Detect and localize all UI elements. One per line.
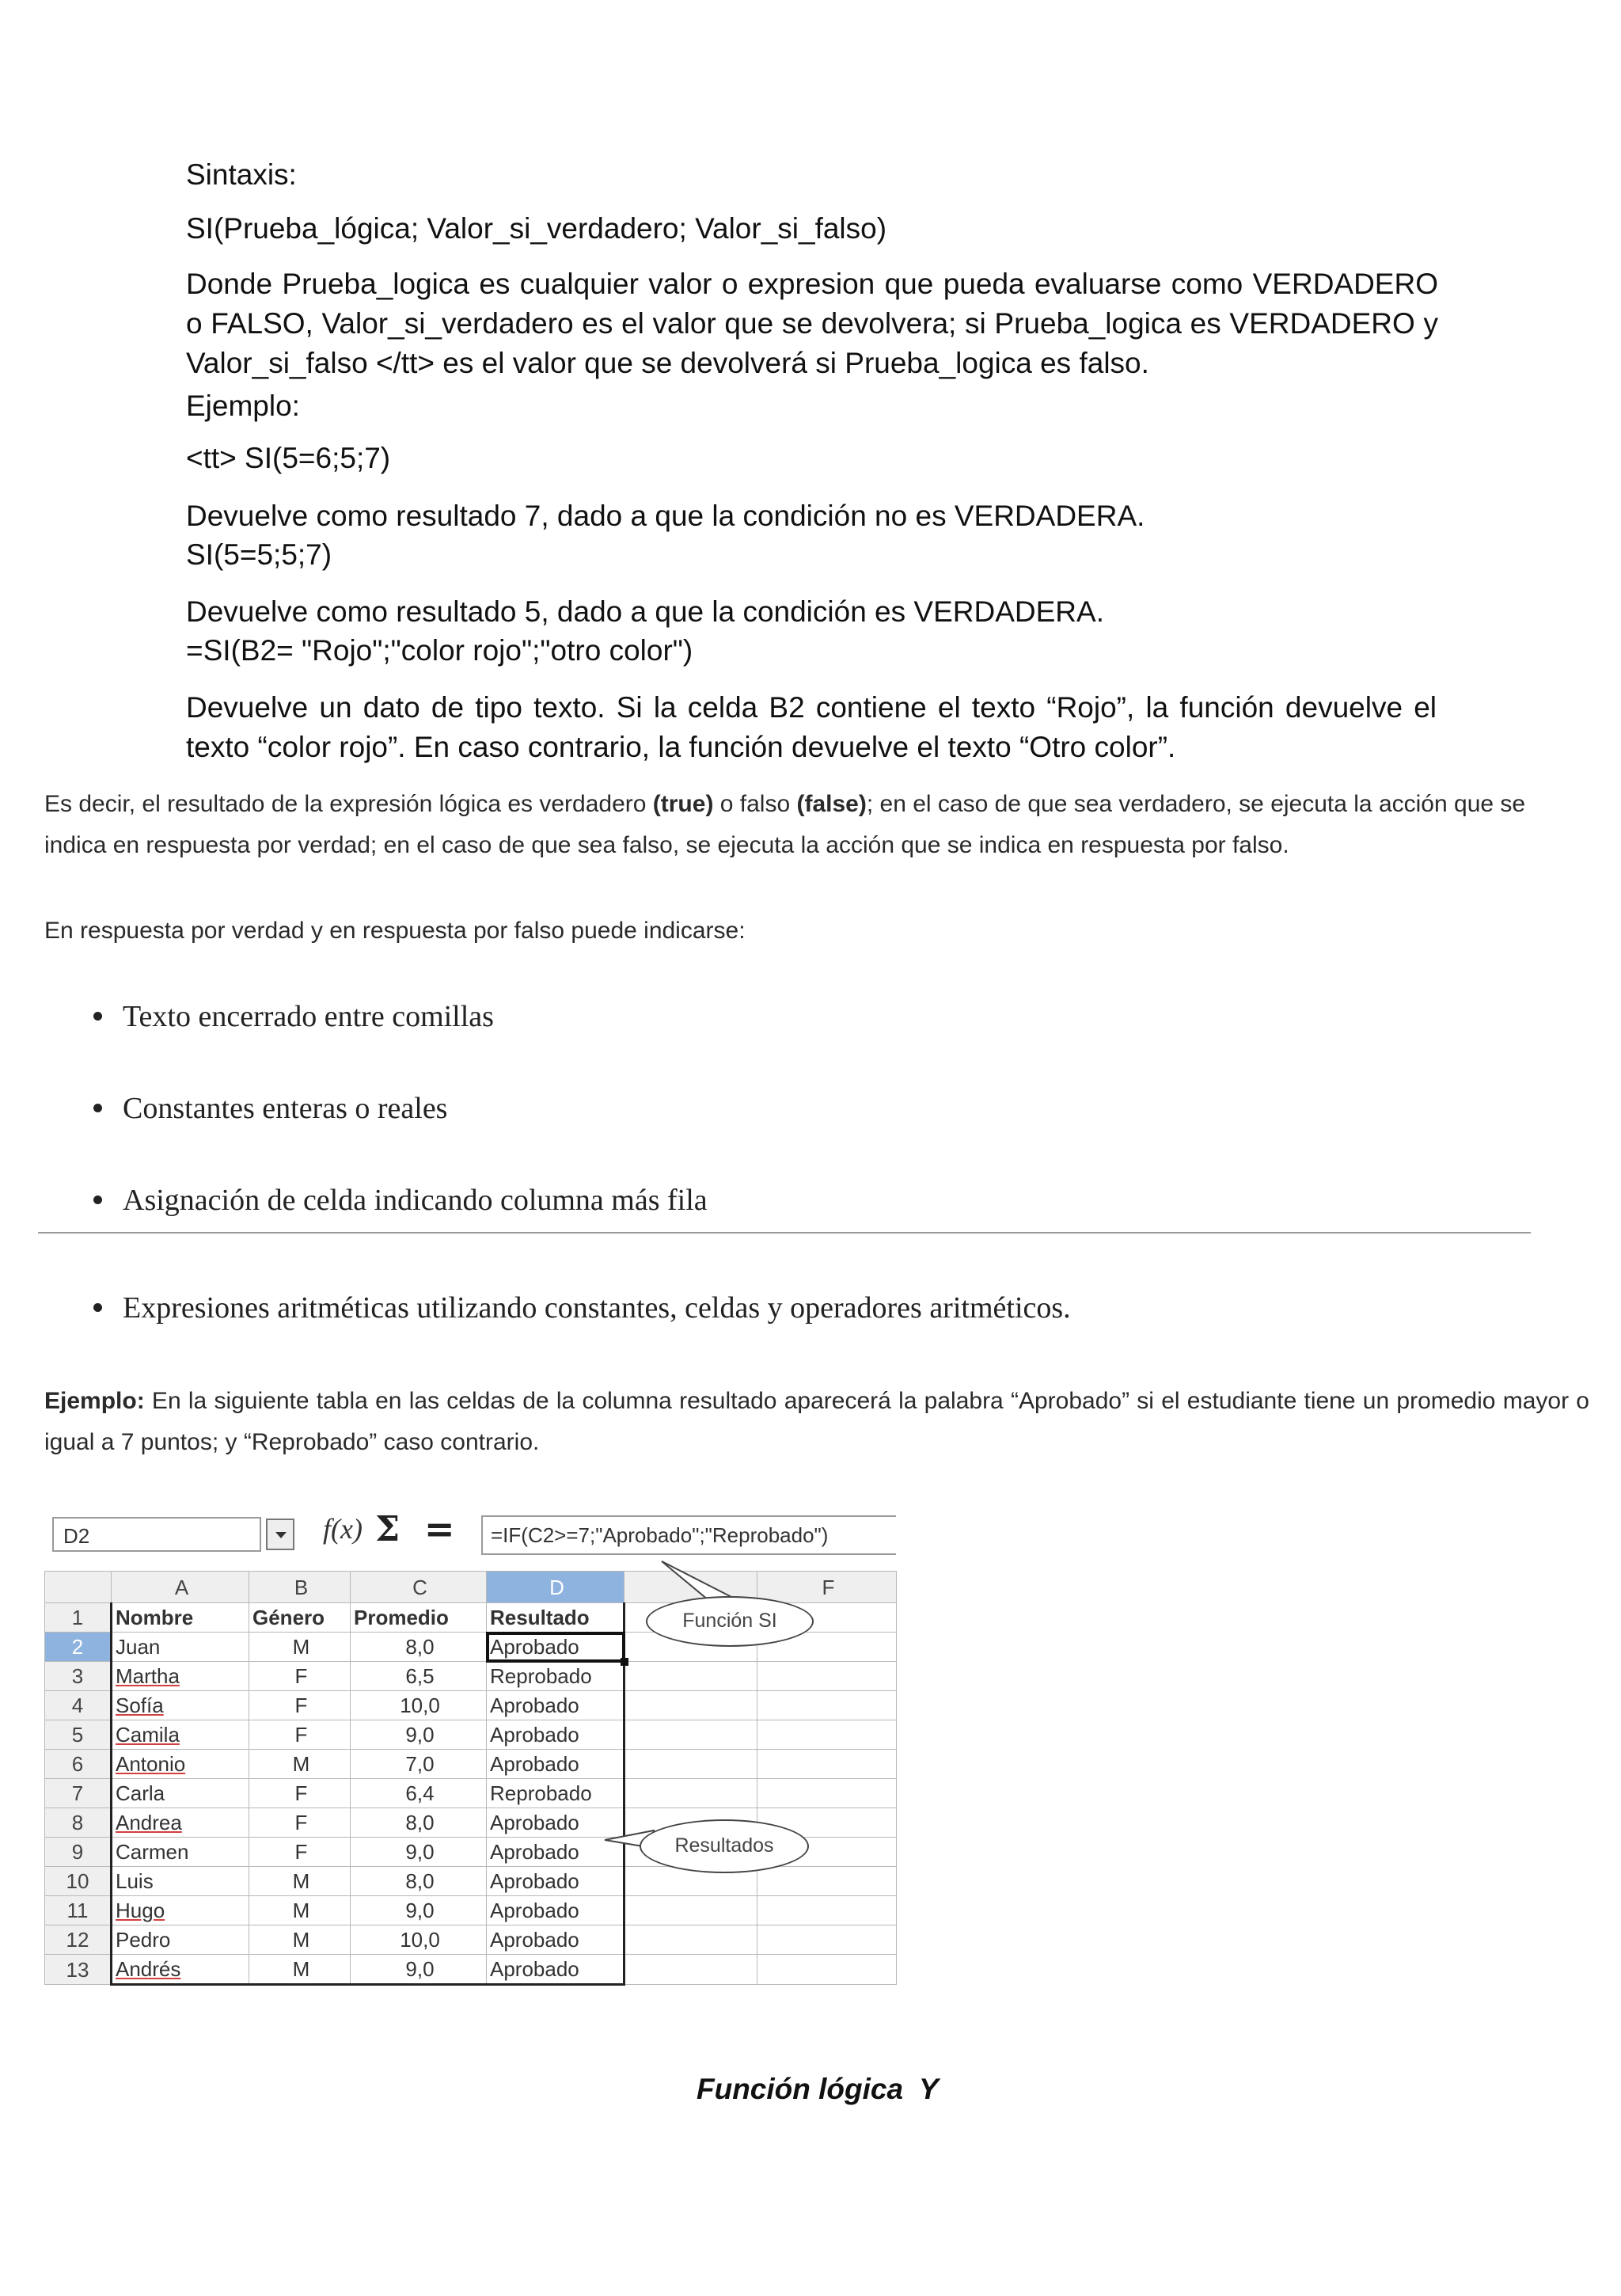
cell-nombre[interactable]: Sofía	[112, 1691, 249, 1720]
header-genero[interactable]: Género	[249, 1603, 351, 1633]
cell-promedio[interactable]: 7,0	[351, 1750, 487, 1779]
column-header-c[interactable]: C	[351, 1572, 487, 1603]
column-header-a[interactable]: A	[112, 1572, 249, 1603]
logic-explanation-paragraph	[44, 784, 1532, 866]
row-number[interactable]: 11	[45, 1896, 112, 1925]
cell-genero[interactable]: M	[249, 1633, 351, 1662]
row-number[interactable]: 7	[45, 1779, 112, 1808]
syntax-description: Donde Prueba_logica es cualquier valor o expresion que pueda evaluarse como VERDADERO o FALSO, Valor_si_verdadero es el valor que se devolvera; si Prueba_logica es VERDADERO y Valor_si_falso </tt> es el valor que se devolverá si Prueba_logica es falso.	[186, 268, 1438, 379]
cell-promedio[interactable]: 6,5	[351, 1662, 487, 1691]
cell-promedio[interactable]: 8,0	[351, 1867, 487, 1896]
formula-input[interactable]: =IF(C2>=7;"Aprobado";"Reprobado")	[481, 1515, 896, 1555]
row-number[interactable]: 1	[45, 1603, 112, 1633]
syntax-label: Sintaxis:	[186, 158, 297, 191]
bullet-dot-icon	[93, 1012, 102, 1021]
example-label: Ejemplo:	[186, 390, 300, 422]
row-number[interactable]: 2	[45, 1633, 112, 1662]
cell-promedio[interactable]: 9,0	[351, 1896, 487, 1925]
section-heading-funcion-y: Función lógica Y	[697, 2073, 939, 2105]
cell-nombre[interactable]: Hugo	[112, 1896, 249, 1925]
row-number[interactable]: 12	[45, 1925, 112, 1955]
example-text: En la siguiente tabla en las celdas de la columna resultado aparecerá la palabra “Aprobado” si el estudiante tiene un promedio mayor o igual a 7 puntos; y “Reprobado” caso contrario.	[44, 1388, 1589, 1455]
true-keyword: (true)	[652, 791, 714, 817]
bullet-item-4: Expresiones aritméticas utilizando constantes, celdas y operadores aritméticos.	[93, 1291, 1071, 1325]
formula-equals-icon[interactable]: =	[424, 1507, 455, 1550]
example1-code: <tt> SI(5=6;5;7)	[186, 442, 391, 474]
cell-genero[interactable]: F	[249, 1808, 351, 1838]
cell-genero[interactable]: F	[249, 1720, 351, 1750]
cell-promedio[interactable]: 10,0	[351, 1691, 487, 1720]
cell-promedio[interactable]: 8,0	[351, 1633, 487, 1662]
cell-promedio[interactable]: 9,0	[351, 1838, 487, 1867]
example2-result: Devuelve como resultado 5, dado a que la condición es VERDADERA.	[186, 595, 1104, 628]
cell-nombre[interactable]: Pedro	[112, 1925, 249, 1955]
example2-code: SI(5=5;5;7)	[186, 538, 332, 571]
p1-text-c: ; en el caso de que sea verdadero, se ejecuta la acción que se indica en respuesta por verdad; en el caso de que sea falso, se ejecuta la acción que se indica en respuesta por falso.	[44, 791, 1526, 858]
sum-icon[interactable]: Σ	[375, 1509, 401, 1549]
callout-resultados: Resultados	[640, 1819, 809, 1873]
cell-genero[interactable]: M	[249, 1750, 351, 1779]
header-nombre[interactable]: Nombre	[112, 1603, 249, 1633]
cell-genero[interactable]: M	[249, 1925, 351, 1955]
cell-resultado[interactable]: Aprobado	[487, 1867, 624, 1896]
cell-nombre[interactable]: Antonio	[112, 1750, 249, 1779]
cell-genero[interactable]: M	[249, 1955, 351, 1985]
name-box[interactable]: D2	[52, 1517, 261, 1552]
example-bold-label: Ejemplo:	[44, 1388, 145, 1414]
cell-resultado[interactable]: Aprobado	[487, 1955, 624, 1985]
cell-genero[interactable]: F	[249, 1779, 351, 1808]
cell-genero[interactable]: F	[249, 1662, 351, 1691]
function-wizard-icon[interactable]: f(x)	[323, 1513, 363, 1545]
syntax-formula: SI(Prueba_lógica; Valor_si_verdadero; Valor_si_falso)	[186, 212, 887, 245]
bullet-dot-icon	[93, 1303, 102, 1312]
row-number[interactable]: 9	[45, 1838, 112, 1867]
cell-genero[interactable]: M	[249, 1896, 351, 1925]
cell-resultado[interactable]: Aprobado	[487, 1720, 624, 1750]
cell-nombre[interactable]: Andrés	[112, 1955, 249, 1985]
spreadsheet-image	[44, 1507, 899, 2001]
p1-text-b: o falso	[713, 791, 797, 817]
row-number[interactable]: 10	[45, 1867, 112, 1896]
column-header-d[interactable]: D	[487, 1572, 624, 1603]
false-keyword: (false)	[796, 791, 867, 817]
cell-nombre[interactable]: Camila	[112, 1720, 249, 1750]
responses-intro: En respuesta por verdad y en respuesta por falso puede indicarse:	[44, 918, 746, 944]
cell-resultado[interactable]: Reprobado	[487, 1779, 624, 1808]
cell-resultado[interactable]: Aprobado	[487, 1750, 624, 1779]
cell-resultado-active[interactable]: Aprobado	[487, 1633, 624, 1662]
bullet-dot-icon	[93, 1104, 102, 1112]
callout-pointers	[44, 1511, 899, 2001]
bullet-item-2: Constantes enteras o reales	[93, 1091, 447, 1126]
cell-promedio[interactable]: 10,0	[351, 1925, 487, 1955]
example3-result: Devuelve un dato de tipo texto. Si la celda B2 contiene el texto “Rojo”, la función devuelve el texto “color rojo”. En caso contrario, la función devuelve el texto “Otro color”.	[186, 691, 1437, 763]
cell-resultado[interactable]: Aprobado	[487, 1925, 624, 1955]
cell-nombre[interactable]: Martha	[112, 1662, 249, 1691]
row-number[interactable]: 6	[45, 1750, 112, 1779]
cell-nombre[interactable]: Carla	[112, 1779, 249, 1808]
cell-promedio[interactable]: 6,4	[351, 1779, 487, 1808]
divider-line	[38, 1232, 1531, 1234]
bullet-item-1: Texto encerrado entre comillas	[93, 999, 494, 1034]
cell-nombre[interactable]: Andrea	[112, 1808, 249, 1838]
cell-promedio[interactable]: 9,0	[351, 1955, 487, 1985]
cell-nombre[interactable]: Juan	[112, 1633, 249, 1662]
callout-funcion-si: Función SI	[646, 1596, 814, 1647]
cell-resultado[interactable]: Aprobado	[487, 1838, 624, 1867]
column-header-f[interactable]: F	[757, 1572, 897, 1603]
bullet-item-3: Asignación de celda indicando columna más fila	[93, 1183, 708, 1218]
bullet-dot-icon	[93, 1196, 102, 1204]
row-number[interactable]: 4	[45, 1691, 112, 1720]
header-promedio[interactable]: Promedio	[351, 1603, 487, 1633]
column-header-b[interactable]: B	[249, 1572, 351, 1603]
row-number[interactable]: 3	[45, 1662, 112, 1691]
cell-resultado[interactable]: Aprobado	[487, 1808, 624, 1838]
cell-promedio[interactable]: 8,0	[351, 1808, 487, 1838]
row-number[interactable]: 13	[45, 1955, 112, 1985]
cell-nombre[interactable]: Carmen	[112, 1838, 249, 1867]
cell-promedio[interactable]: 9,0	[351, 1720, 487, 1750]
cell-nombre[interactable]: Luis	[112, 1867, 249, 1896]
header-resultado[interactable]: Resultado	[487, 1603, 624, 1633]
cell-resultado[interactable]: Aprobado	[487, 1691, 624, 1720]
example3-code: =SI(B2= "Rojo";"color rojo";"otro color")	[186, 634, 693, 667]
example-paragraph	[44, 1381, 1589, 1463]
cell-resultado[interactable]: Aprobado	[487, 1896, 624, 1925]
p1-text-a: Es decir, el resultado de la expresión lógica es verdadero	[44, 791, 653, 817]
example1-result: Devuelve como resultado 7, dado a que la condición no es VERDADERA.	[186, 500, 1145, 532]
row-number[interactable]: 5	[45, 1720, 112, 1750]
cell-resultado[interactable]: Reprobado	[487, 1662, 624, 1691]
cell-genero[interactable]: M	[249, 1867, 351, 1896]
row-number[interactable]: 8	[45, 1808, 112, 1838]
cell-genero[interactable]: F	[249, 1691, 351, 1720]
cell-genero[interactable]: F	[249, 1838, 351, 1867]
